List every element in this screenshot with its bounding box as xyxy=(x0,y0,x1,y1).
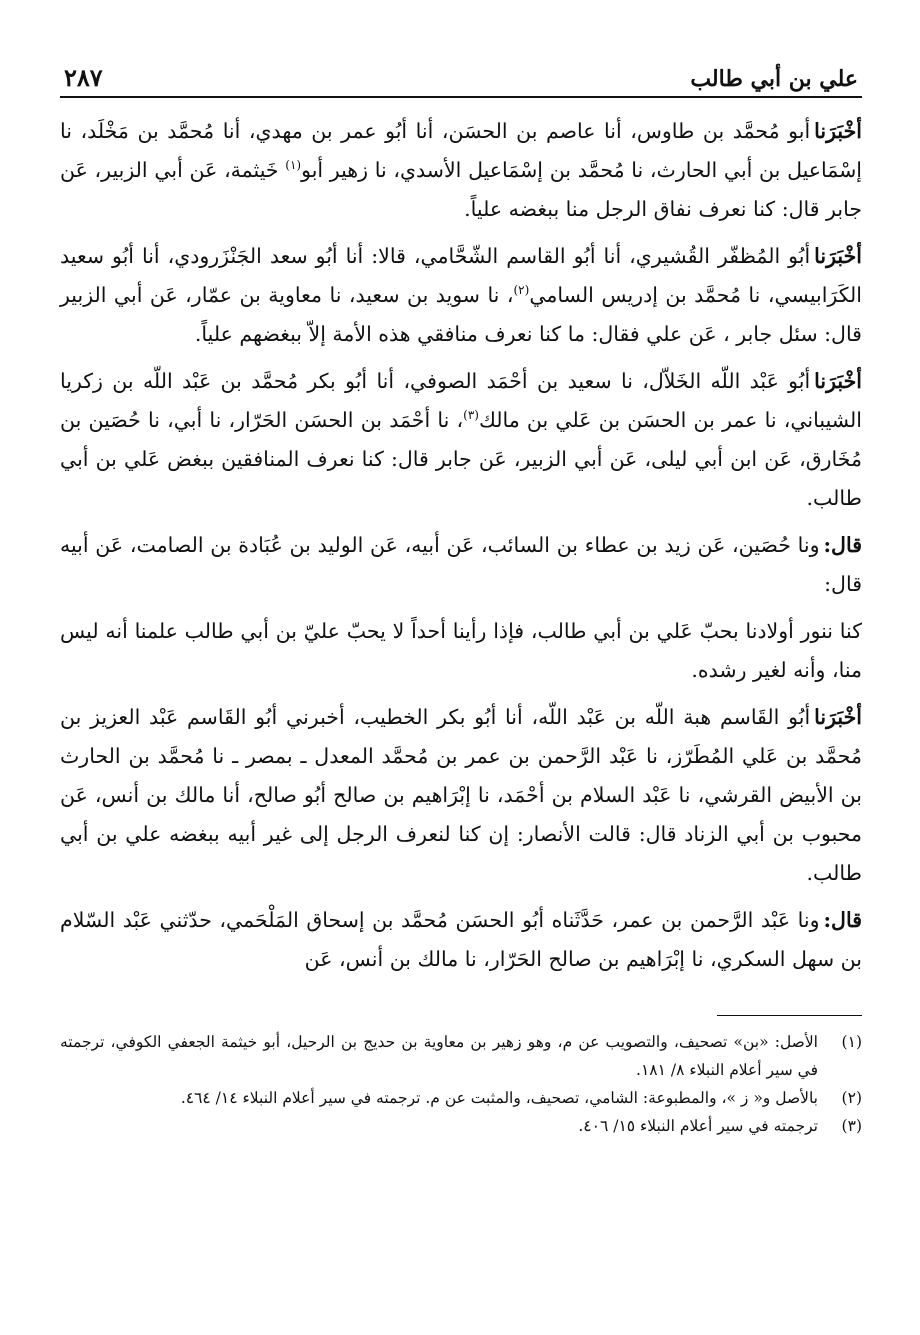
footnote-text: بالأصل و« ز »، والمطبوعة: الشامي، تصحيف، والمثبت عن م. ترجمته في سير أعلام النبلاء ١٤/ ٤٦٤. xyxy=(180,1089,818,1107)
footnote-3 xyxy=(60,1112,862,1140)
paragraph-lead: أخْبَرَنا xyxy=(814,369,862,393)
paragraph-text: خَيثمة، عَن أبي الزبير، عَن جابر قال: كنا نعرف نفاق الرجل منا ببغضه علياً. xyxy=(60,158,862,221)
paragraph-text: أبو مُحمَّد بن طاوس، أنا عاصم بن الحسَن، أنا أبُو عمر بن مهدي، أنا مُحمَّد بن مَخْلَد، نا إسْمَاعيل بن أبي الحارث، نا مُحمَّد بن إسْمَاعيل الأسدي، نا زهير أبو xyxy=(60,119,862,182)
paragraph-lead: قال: xyxy=(823,533,862,557)
paragraph-text: ، نا سويد بن سعيد، نا معاوية بن عمّار، عَن أبي الزبير قال: سئل جابر ، عَن علي فقال: ما كنا نعرف منافقي هذه الأمة إلاّ ببغضهم علياً. xyxy=(60,283,862,346)
paragraph-1 xyxy=(60,112,862,229)
paragraph-lead: أخْبَرَنا xyxy=(814,244,862,268)
running-title: علي بن أبي طالب xyxy=(690,66,858,92)
paragraph-lead: قال: xyxy=(823,908,862,932)
footnote-marker[interactable]: (١) xyxy=(285,158,302,173)
footnotes xyxy=(60,1028,862,1140)
paragraph-4 xyxy=(60,526,862,604)
paragraph-text: ونا عَبْد الرَّحمن بن عمر، حَدَّثَناه أبُو الحسَن مُحمَّد بن إسحاق المَلْحَمي، حدّثني عَبْد السّلام بن سهل السكري، نا إبْرَاهيم بن صالح الحَرّار، نا مالك بن أنس، عَن xyxy=(60,908,862,971)
paragraph-7 xyxy=(60,901,862,979)
paragraph-3 xyxy=(60,362,862,518)
footnote-text: الأصل: «بن» تصحيف، والتصويب عن م، وهو زهير بن معاوية بن حديج بن الرحيل، أبو خيثمة الجعفي الكوفي، ترجمته في سير أعلام النبلاء ٨/ ١٨١. xyxy=(60,1033,818,1079)
footnote-text: ترجمته في سير أعلام النبلاء ١٥/ ٤٠٦. xyxy=(578,1117,818,1135)
footnote-2 xyxy=(60,1084,862,1112)
footnote-number: (٢) xyxy=(841,1089,862,1107)
footnote-marker[interactable]: (٣) xyxy=(463,408,479,423)
footnote-1 xyxy=(60,1028,862,1084)
paragraph-lead: أخْبَرَنا xyxy=(814,705,862,729)
page-number: ٢٨٧ xyxy=(64,63,103,92)
paragraph-lead: أخْبَرَنا xyxy=(814,119,862,143)
main-text xyxy=(60,112,862,979)
paragraph-text: كنا ننور أولادنا بحبّ عَلي بن أبي طالب، فإذا رأينا أحداً لا يحبّ عليّ بن أبي طالب علمنا أنه ليس منا، وأنه لغير رشده. xyxy=(60,619,862,682)
footnote-number: (٣) xyxy=(841,1117,862,1135)
paragraph-text: أبُو عَبْد اللّه الخَلاّل، نا سعيد بن أحْمَد الصوفي، أنا أبُو بكر مُحمَّد بن عَبْد اللّه بن زكريا الشيباني، نا عمر بن الحسَن بن عَلي بن مالك xyxy=(60,369,862,432)
paragraph-5 xyxy=(60,612,862,690)
footnote-marker[interactable]: (٢) xyxy=(513,283,530,298)
running-header xyxy=(60,52,862,98)
paragraph-text: ونا حُصَين، عَن زيد بن عطاء بن السائب، عَن أبيه، عَن الوليد بن عُبَادة بن الصامت، عَن أبيه قال: xyxy=(60,533,862,596)
paragraph-text: ، نا أحْمَد بن الحسَن الحَرّار، نا أبي، نا حُصَين بن مُخَارق، عَن ابن أبي ليلى، عَن أبي الزبير، عَن جابر قال: كنا نعرف المنافقين ببغض عَلي بن أبي طالب. xyxy=(60,408,862,510)
paragraph-text: أبُو القَاسم هبة اللّه بن عَبْد اللّه، أنا أبُو بكر الخطيب، أخبرني أبُو القَاسم عَبْد العزيز بن مُحمَّد بن عَلي المُطَرّز، نا عَبْد الرَّحمن بن عمر بن مُحمَّد المعدل ـ بمصر ـ نا مُحمَّد بن الحارث بن الأبيض القرشي، نا عَبْد السلام بن أحْمَد، نا إبْرَاهيم بن صالح أبُو صالح، أنا مالك بن أنس، عَن محبوب بن أبي الزناد قال: قالت الأنصار: إن كنا لنعرف الرجل إلى غير أبيه ببغضه علي بن أبي طالب. xyxy=(60,705,862,885)
paragraph-6 xyxy=(60,698,862,893)
footnote-number: (١) xyxy=(841,1033,862,1051)
footnote-divider xyxy=(717,1015,862,1016)
paragraph-2 xyxy=(60,237,862,354)
paragraph-text: أبُو المُظفّر القُشيري، أنا أبُو القاسم الشّحَّامي، قالا: أنا أبُو سعد الجَنْزَرودي، أنا أبُو سعيد الكَرَابيسي، نا مُحمَّد بن إدريس السامي xyxy=(60,244,862,307)
